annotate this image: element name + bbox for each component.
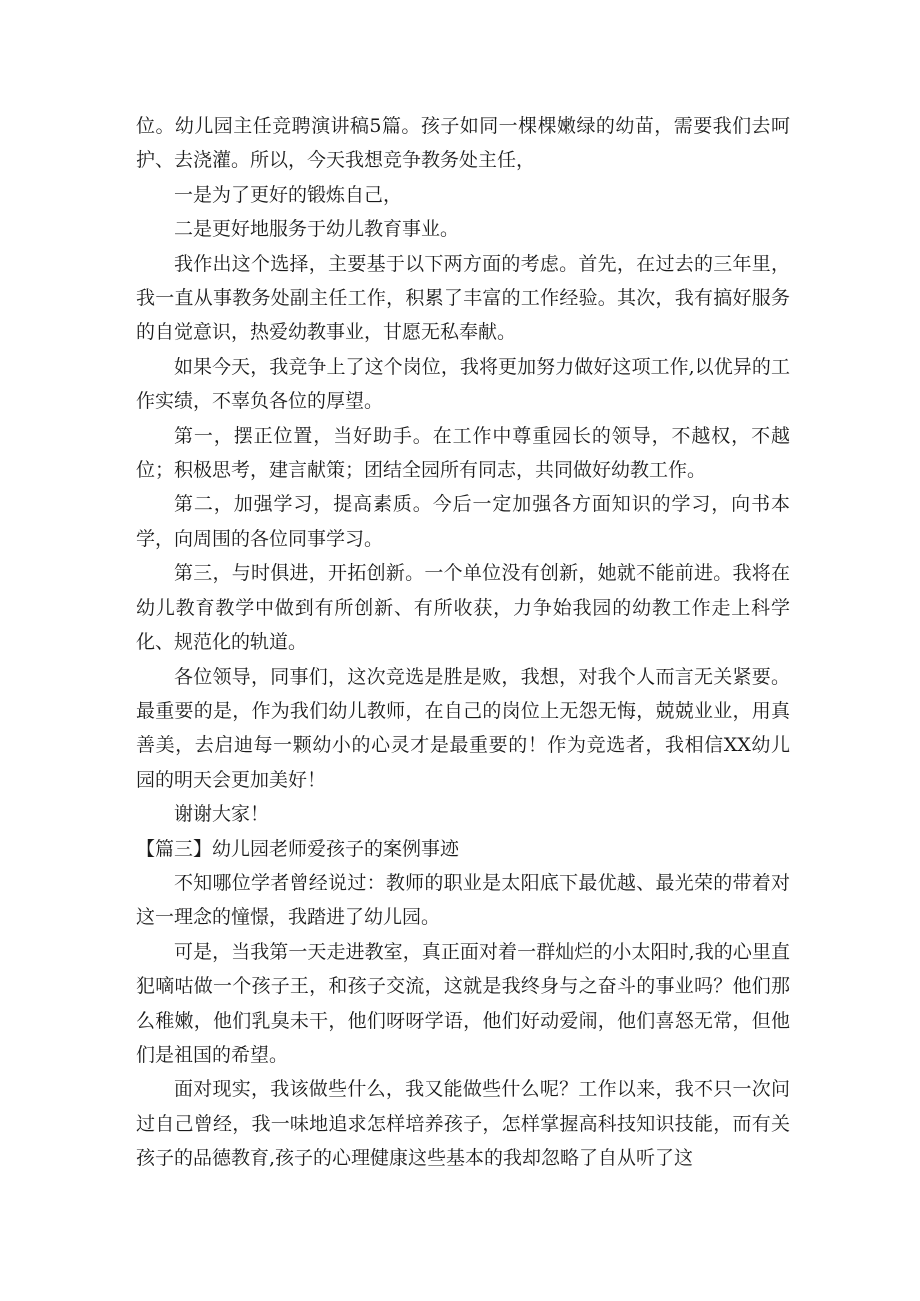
paragraph: 位。幼儿园主任竞聘演讲稿5篇。孩子如同一棵棵嫩绿的幼苗，需要我们去呵护、去浇灌。所以，今天我想竞争教务处主任， [136, 115, 790, 172]
document-body [136, 109, 790, 1176]
paragraph: 第二，加强学习，提高素质。今后一定加强各方面知识的学习，向书本学，向周围的各位同事学习。 [136, 493, 790, 550]
paragraph: 一是为了更好的锻炼自己， [174, 183, 403, 206]
paragraph: 第三，与时俱进，开拓创新。一个单位没有创新，她就不能前进。我将在幼儿教育教学中做到有所创新、有所收获，力争始我园的幼教工作走上科学化、规范化的轨道。 [136, 562, 790, 654]
section-heading: 【篇三】幼儿园老师爱孩子的案例事迹 [136, 837, 460, 860]
paragraph: 各位领导，同事们，这次竞选是胜是败，我想，对我个人而言无关紧要。最重要的是，作为我们幼儿教师，在自己的岗位上无怨无悔，兢兢业业，用真善美，去启迪每一颗幼小的心灵才是最重要的！作为竞选者，我相信XX幼儿园的明天会更加美好！ [136, 665, 790, 791]
paragraph: 第一，摆正位置，当好助手。在工作中尊重园长的领导，不越权，不越位；积极思考，建言献策；团结全园所有同志，共同做好幼教工作。 [136, 424, 790, 482]
paragraph: 可是，当我第一天走进教室，真正面对着一群灿烂的小太阳时,我的心里直犯嘀咕做一个孩子王，和孩子交流，这就是我终身与之奋斗的事业吗？他们那么稚嫩，他们乳臭未干，他们呀呀学语，他们好动爱闹，他们喜怒无常，但他们是祖国的希望。 [136, 940, 790, 1066]
paragraph: 谢谢大家！ [174, 803, 270, 826]
paragraph: 面对现实，我该做些什么，我又能做些什么呢？工作以来，我不只一次问过自己曾经，我一味地追求怎样培养孩子，怎样掌握高科技知识技能，而有关孩子的品德教育,孩子的心理健康这些基本的我却忽略了自从听了这 [136, 1078, 790, 1170]
paragraph: 不知哪位学者曾经说过：教师的职业是太阳底下最优越、最光荣的带着对这一理念的憧憬，我踏进了幼儿园。 [136, 871, 790, 929]
paragraph: 我作出这个选择，主要基于以下两方面的考虑。首先，在过去的三年里，我一直从事教务处副主任工作，积累了丰富的工作经验。其次，我有搞好服务的自觉意识，热爱幼教事业，甘愿无私奉献。 [136, 252, 790, 344]
paragraph: 如果今天，我竞争上了这个岗位，我将更加努力做好这项工作,以优异的工作实绩，不辜负各位的厚望。 [136, 355, 790, 413]
paragraph: 二是更好地服务于幼儿教育事业。 [174, 218, 460, 241]
